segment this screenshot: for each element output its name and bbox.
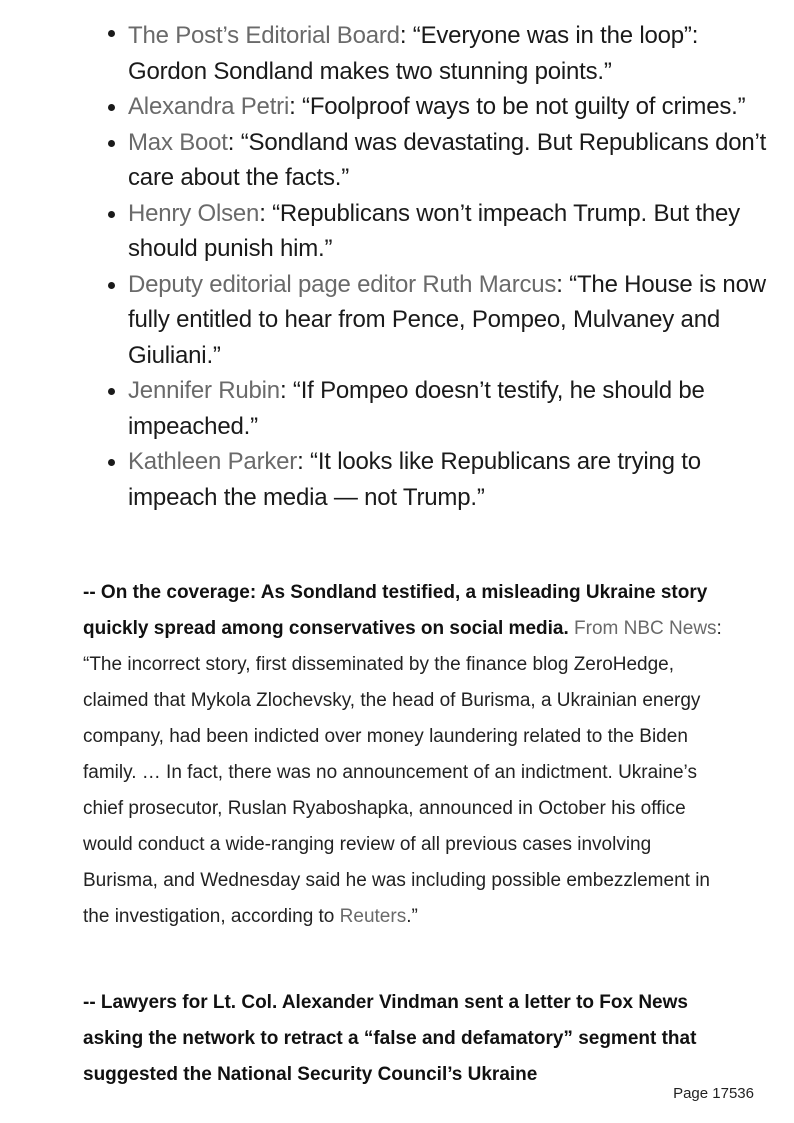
list-item [128,125,768,196]
vindman-paragraph [83,985,723,1093]
list-item [128,267,768,374]
coverage-body: : “The incorrect story, first disseminated by the finance blog ZeroHedge, claimed that Mykola Zlochevsky, the head of Burisma, a Ukrainian energy company, had been indicted over money laundering related to the Biden family. … In fact, there was no announcement of an indictment. Ukraine’s chief prosecutor, Ruslan Ryaboshapka, announced in October his office would conduct a wide-ranging review of all previous cases involving Burisma, and Wednesday said he was including possible embezzlement in the investigation, according to [83,618,722,927]
quote-text: : “Everyone was in the loop”: Gordon Sondland makes two stunning points.” [128,22,699,85]
author-link[interactable]: Henry Olsen [128,199,260,227]
author-link[interactable]: Kathleen Parker [128,448,298,475]
author-link[interactable]: Max Boot [128,128,228,156]
list-item [128,373,768,444]
author-link[interactable]: Deputy editorial page editor Ruth Marcus [128,270,557,298]
author-link[interactable]: Jennifer Rubin [128,377,280,404]
coverage-end: .” [406,906,418,927]
list-item [128,196,768,267]
coverage-paragraph [83,575,723,935]
list-item [128,89,768,125]
quote-text: : “The House is now fully entitled to hear from Pence, Pompeo, Mulvaney and Giuliani.” [128,270,766,369]
quote-text: : “Foolproof ways to be not guilty of crimes.” [289,93,746,120]
quote-text: : “Republicans won’t impeach Trump. But they should punish him.” [128,199,740,262]
author-link[interactable]: The Post’s Editorial Board [128,22,400,49]
author-link[interactable]: Alexandra Petri [128,93,290,120]
quote-text: : “It looks like Republicans are trying to impeach the media — not Trump.” [128,448,701,511]
reuters-link[interactable]: Reuters [339,906,407,927]
list-item [128,444,768,515]
vindman-lead: -- Lawyers for Lt. Col. Alexander Vindman sent a letter to Fox News asking the network to retract a “false and defamatory” segment that suggested the National Security Council’s Ukraine [83,992,697,1085]
page-number: Page 17536 [673,1085,754,1102]
list-item [128,18,768,89]
nbc-news-link[interactable]: From NBC News [574,618,717,639]
opinion-bullet-list [88,18,768,515]
quote-text: : “If Pompeo doesn’t testify, he should be impeached.” [128,377,705,440]
quote-text: : “Sondland was devastating. But Republicans don’t care about the facts.” [128,128,767,191]
coverage-lead: -- On the coverage: As Sondland testified, a misleading Ukraine story quickly spread among conservatives on social media. [83,582,708,639]
